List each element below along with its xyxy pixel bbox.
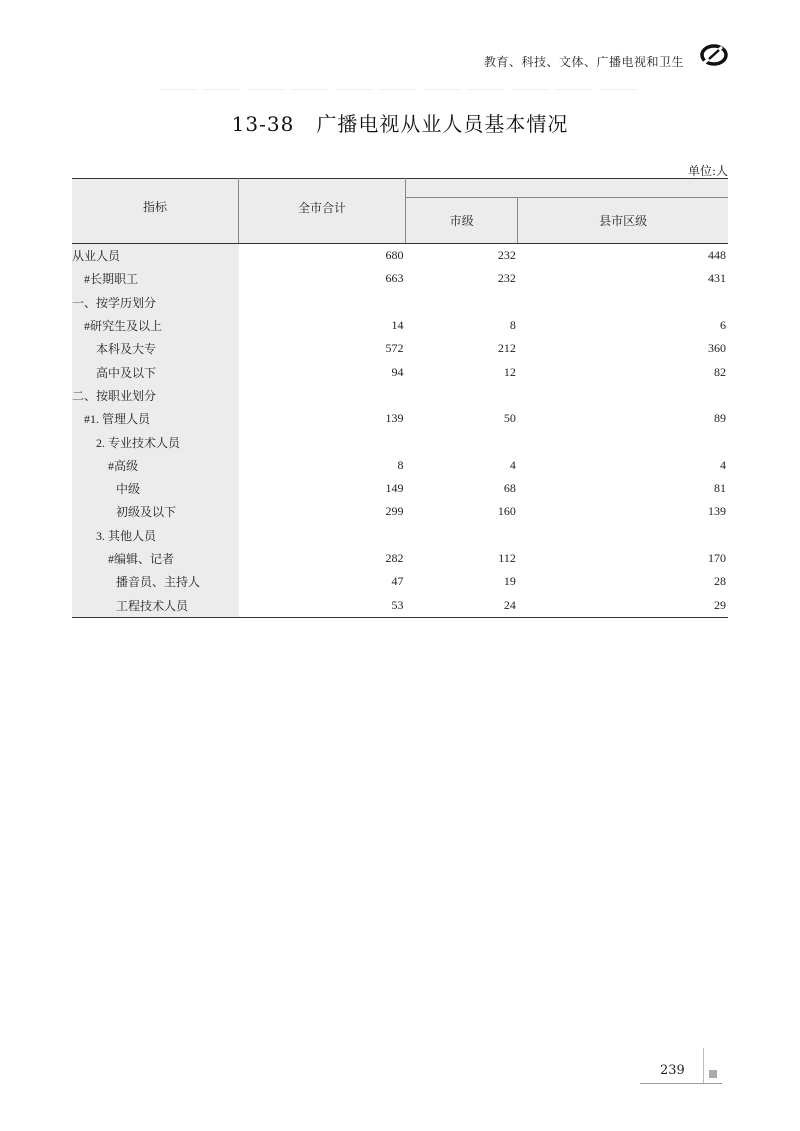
unit-label: 单位:人: [687, 164, 728, 178]
cell-total: 47: [391, 574, 404, 589]
yearbook-logo-icon: [700, 43, 728, 67]
row-label: #研究生及以上: [72, 314, 239, 337]
cell-total: 680: [385, 248, 404, 263]
header-county: 县市区级: [518, 198, 728, 244]
cell-total: [239, 384, 406, 407]
table-row: [72, 430, 728, 453]
cell-county: 170: [708, 551, 726, 565]
cell-city: 212: [497, 341, 516, 356]
table-row: [72, 267, 728, 290]
header-city: 市级: [406, 198, 518, 244]
table-row: [72, 547, 728, 570]
cell-city: 50: [503, 411, 516, 426]
cell-total: 139: [385, 411, 404, 426]
row-label: #编辑、记者: [72, 547, 239, 570]
cell-total: 149: [385, 481, 404, 496]
row-label: #长期职工: [72, 267, 239, 290]
cell-city: [406, 384, 518, 407]
cell-total: [239, 524, 406, 547]
cell-county: 82: [714, 364, 726, 379]
row-label: #1. 管理人员: [72, 407, 239, 430]
cell-city: 160: [497, 504, 516, 519]
row-label: 播音员、主持人: [72, 570, 239, 593]
cell-county: 6: [720, 318, 726, 333]
cell-county: [518, 430, 728, 453]
header-indicator: 指标: [72, 179, 239, 244]
cell-county: 29: [518, 593, 728, 617]
cell-city: 19: [503, 574, 516, 589]
row-label: 初级及以下: [72, 500, 239, 523]
decorative-rule: [160, 89, 640, 90]
row-label: 高中及以下: [72, 360, 239, 383]
table-row: [72, 291, 728, 314]
table-row: [72, 337, 728, 360]
cell-city: 24: [406, 593, 518, 617]
cell-city: 112: [498, 551, 516, 565]
cell-county: [518, 291, 728, 314]
cell-county: 28: [714, 574, 726, 589]
cell-total: 8: [397, 457, 404, 472]
running-header: 教育、科技、文体、广播电视和卫生: [483, 55, 684, 69]
cell-city: [406, 430, 518, 453]
cell-city: 4: [509, 457, 516, 472]
table-row: [72, 384, 728, 407]
row-label: 3. 其他人员: [72, 524, 239, 547]
header-total: 全市合计: [239, 179, 406, 244]
table-row: [72, 454, 728, 477]
cell-city: 232: [497, 248, 516, 263]
cell-county: 360: [708, 341, 726, 356]
cell-total: [239, 430, 406, 453]
page-title: [0, 108, 800, 137]
cell-total: 299: [385, 504, 404, 519]
cell-city: 68: [503, 481, 516, 496]
cell-county: 448: [708, 248, 726, 263]
cell-total: [239, 291, 406, 314]
table-number: 13-38: [231, 112, 295, 136]
footer-rule: [640, 1083, 722, 1084]
table-row: [72, 593, 728, 617]
cell-city: 12: [503, 364, 516, 379]
cell-total: 14: [391, 318, 404, 333]
row-label: #高级: [72, 454, 239, 477]
row-label: 2. 专业技术人员: [72, 430, 239, 453]
cell-county: 89: [714, 411, 726, 426]
cell-county: 139: [708, 504, 726, 519]
cell-county: 4: [720, 457, 726, 472]
row-label: 一、按学历划分: [72, 291, 239, 314]
cell-city: 232: [497, 271, 516, 286]
table-row: [72, 570, 728, 593]
table-row: [72, 477, 728, 500]
row-label: 本科及大专: [72, 337, 239, 360]
table-row: [72, 360, 728, 383]
row-label: 从业人员: [72, 244, 239, 268]
cell-city: 8: [509, 318, 516, 333]
statistics-table: [72, 178, 728, 618]
row-label: 中级: [72, 477, 239, 500]
table-title: 广播电视从业人员基本情况: [316, 112, 569, 136]
cell-county: [518, 384, 728, 407]
cell-county: [518, 524, 728, 547]
cell-county: 81: [714, 481, 726, 496]
table-row: [72, 244, 728, 268]
table-row: [72, 407, 728, 430]
cell-city: [406, 291, 518, 314]
table-row: [72, 500, 728, 523]
cell-county: 431: [708, 271, 726, 286]
cell-total: 282: [385, 551, 404, 565]
row-label: 二、按职业划分: [72, 384, 239, 407]
cell-total: 94: [391, 364, 404, 379]
cell-total: 572: [385, 341, 404, 356]
cell-total: 663: [385, 271, 404, 286]
table-body: [72, 244, 728, 618]
row-label: 工程技术人员: [72, 593, 239, 617]
cell-city: [406, 524, 518, 547]
table-row: [72, 314, 728, 337]
page-divider: [703, 1048, 704, 1084]
page-number: 239: [660, 1063, 685, 1078]
cell-total: 53: [239, 593, 406, 617]
footer-square-icon: [709, 1070, 717, 1078]
table-row: [72, 524, 728, 547]
header-spacer: [406, 179, 729, 198]
